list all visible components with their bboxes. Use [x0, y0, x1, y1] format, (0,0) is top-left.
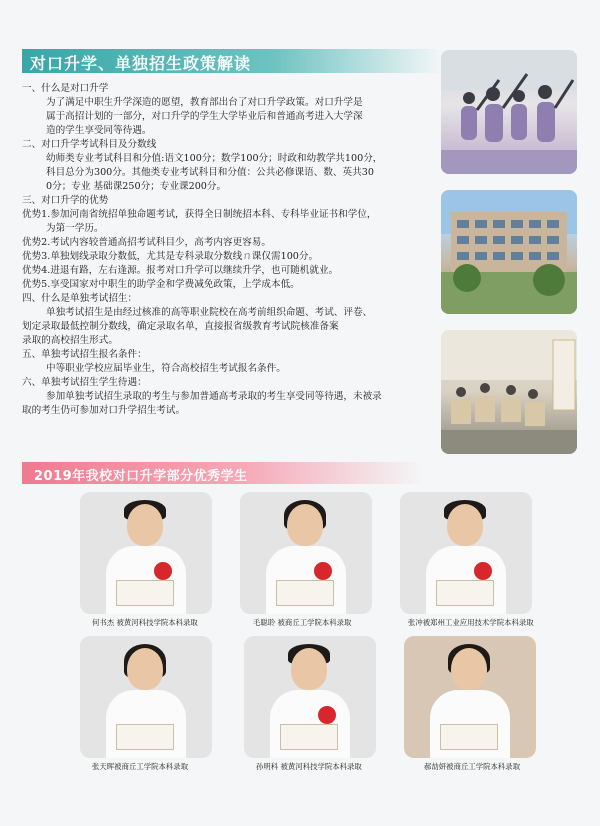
title-banner	[22, 49, 442, 73]
student-photo	[404, 636, 536, 758]
paragraph-6b: 取的考生仍可参加对口升学招生考试。	[22, 405, 186, 416]
dance-class-photo	[441, 50, 577, 174]
student-photo	[400, 492, 532, 614]
student-caption: 郝劼妍被商丘工学院本科录取	[424, 762, 521, 771]
heading-2: 二、对口升学考试科目及分数线	[22, 139, 157, 150]
student-photo	[240, 492, 372, 614]
advantage-1b: 为第一学历。	[46, 223, 104, 234]
advantage-1a: 优势1.参加河南省统招单独命题考试，获得全日制统招本科、专科毕业证书和学位，	[22, 209, 377, 220]
campus-building-photo	[441, 190, 577, 314]
campus-building-illustration	[441, 190, 577, 314]
student-caption: 孙明科 被黄河科技学院本科录取	[256, 762, 362, 771]
section-title: 2019年我校对口升学部分优秀学生	[34, 469, 248, 484]
paragraph-1b: 属于高招计划的一部分，对口升学的学生大学毕业后和普通高考进入大学深	[46, 111, 363, 122]
student-caption: 毛聪聆 被商丘工学院本科录取	[253, 618, 352, 627]
paragraph-4b: 划定录取最低控制分数线，确定录取名单，直接报省级教育考试院核准备案	[22, 321, 339, 332]
dance-class-illustration	[441, 50, 577, 174]
paragraph-2c: 0分；专业 基础课250分；专业课200分。	[46, 181, 227, 192]
paragraph-4a: 单独考试招生是由经过核准的高等职业院校在高考前组织命题、考试、评卷、	[46, 307, 373, 318]
student-caption: 张天晖被商丘工学院本科录取	[92, 762, 189, 771]
page-title: 对口升学、单独招生政策解读	[30, 54, 252, 73]
section-banner	[22, 462, 422, 484]
advantage-3: 优势3.单独划线录取分数低，尤其是专科录取分数线ㄇ课仅需100分。	[22, 251, 319, 262]
student-caption: 何书杰 被黄河科技学院本科录取	[92, 618, 198, 627]
policy-text	[22, 82, 430, 418]
heading-6: 六、单独考试招生学生待遇：	[22, 377, 147, 388]
student-photo	[80, 492, 212, 614]
paragraph-6a: 参加单独考试招生录取的考生与参加普通高考录取的考生享受同等待遇，未被录	[46, 391, 382, 402]
paragraph-1a: 为了满足中职生升学深造的愿望，教育部出台了对口升学政策。对口升学是	[46, 97, 363, 108]
advantage-2: 优势2.考试内容较普通高招考试科目少，高考内容更容易。	[22, 237, 271, 248]
heading-3: 三、对口升学的优势	[22, 195, 109, 206]
paragraph-2b: 科目总分为300分。其他类专业考试科目和分值：公共必修课语、数、英共30	[46, 167, 374, 178]
heading-4: 四、什么是单独考试招生：	[22, 293, 138, 304]
advantage-4: 优势4.进退有路，左右逢源。报考对口升学可以继续升学，也可随机就业。	[22, 265, 339, 276]
paragraph-4c: 录取的高校招生形式。	[22, 335, 118, 346]
art-studio-photo	[441, 330, 577, 454]
heading-5: 五、单独考试招生报名条件：	[22, 349, 147, 360]
student-photo	[244, 636, 376, 758]
advantage-5: 优势5.享受国家对中职生的助学金和学费减免政策，上学成本低。	[22, 279, 300, 290]
paragraph-5: 中等职业学校应届毕业生，符合高校招生考试报名条件。	[46, 363, 286, 374]
student-photo	[80, 636, 212, 758]
heading-1: 一、什么是对口升学	[22, 83, 109, 94]
paragraph-1c: 造的学生享受同等待遇。	[46, 125, 152, 136]
paragraph-2a: 幼师类专业考试科目和分值:语文100分；数学100分；时政和幼教学共100分，	[46, 153, 383, 164]
student-caption: 张冲被郑州工业应用技术学院本科录取	[408, 618, 534, 627]
art-studio-illustration	[441, 330, 577, 454]
